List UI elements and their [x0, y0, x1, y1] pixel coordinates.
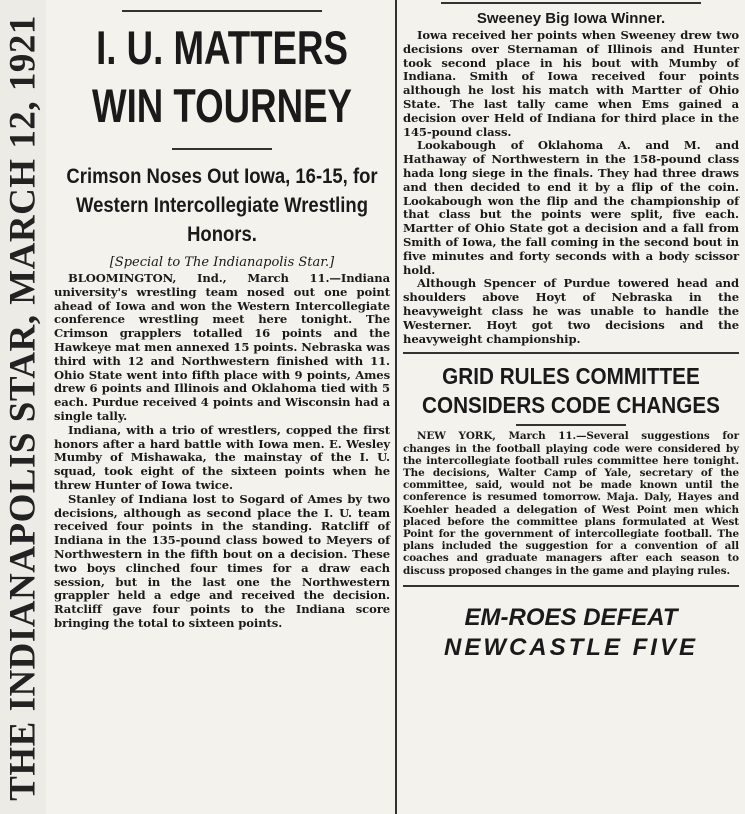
article-paragraph: Stanley of Indiana lost to Sogard of Ames by two decisions, although as second place the I. U. team received four points in the standing. Ratcliff of Indiana in the 135-pound class bowed to Meyers of Northwestern in the fifth bout on a decision. These two boys clinched four times for a draw each session, but in the last one the Northwestern grappler held a edge and received the decision. Ratcliff gave four points to the Indiana score bringing the total to sixteen points. [54, 491, 390, 630]
section-subhead: Sweeney Big Iowa Winner. [476, 10, 666, 27]
headline-line-1: I. U. MATTERS [96, 21, 348, 74]
headline-line-2: WIN TOURNEY [91, 79, 353, 132]
article-paragraph: BLOOMINGTON, Ind., March 11.—Indiana university's wrestling team nosed out one point ahead of Iowa and won the Western Intercollegiate conference wrestling meet here tonight. The Crimson grapplers totalled 16 points and the Hawkeye mat men annexed 15 points. Nebraska was third with 12 and Northwestern finished with 11. Ohio State went into fifth place with 9 points, Ames drew 6 points and Illinois and Oklahoma tied with 5 each. Purdue received 4 points and Wisconsin had a single tally. [54, 271, 390, 423]
subheadline: Crimson Noses Out Iowa, 16-15, for Western Intercollegiate Wrestling Honors. [66, 165, 378, 246]
article-paragraph: Lookabough of Oklahoma A. and M. and Hathaway of Northwestern in the 158-pound class hada long siege in the finals. They had three draws and then decided to end it by a flip of the coin. Lookabough won the flip and the championship of that class but the points were split, five each. Martter of Ohio State got a decision and a fall from Smith of Iowa, the fall coming in the second bout in five minutes and forty seconds with a body scissor hold. [403, 138, 739, 277]
emroes-headline-line-1: EM-ROES DEFEAT [464, 603, 678, 631]
headline-rule-top [122, 10, 322, 12]
grid-headline-line-1: GRID RULES COMMITTEE [442, 363, 700, 390]
article-paragraph: NEW YORK, March 11.—Several suggestions for changes in the football playing code were considered by the intercollegiate football rules committee here tonight. The decisions, Walter Camp of Yale, secretary of the committee, said, would not be made known until the conference is resumed tomorrow. Maja. Daly, Hayes and Koehler headed a delegation of West Point men which placed before the committee plans formulated at West Point for the government of intercollegiate football. The plans included the suggestion for a convention of all coaches and graduate managers after each season to discuss proposed changes in the game and playing rules. [403, 430, 739, 577]
headline-rule-mid [172, 148, 272, 150]
grid-headline-rule [516, 424, 626, 426]
article-paragraph: Indiana, with a trio of wrestlers, copped the first honors after a hard battle with Iowa men. E. Wesley Mumby of Mishawaka, the mainstay of the I. U. squad, took eight of the sixteen points when he threw Hunter of Iowa twice. [54, 422, 390, 492]
section-divider [403, 585, 739, 587]
masthead-date-label: THE INDIANAPOLIS STAR, MARCH 12, 1921 [2, 15, 44, 801]
right-top-rule [441, 2, 701, 4]
emroes-headline-line-2: NEWCASTLE FIVE [443, 633, 698, 661]
wire-credit: [Special to The Indianapolis Star.] [109, 255, 335, 270]
article-paragraph: Iowa received her points when Sweeney drew two decisions over Sternaman of Illinois and Hunter took second place in his bout with Mumby of Indiana. Smith of Iowa received four points although he lost his match with Martter of Ohio State. The last tally came when Ems gained a decision over Held of Indiana for third place in the 145-pound class. [403, 28, 739, 139]
column-rule [395, 0, 397, 814]
section-divider [403, 352, 739, 354]
article-paragraph: Although Spencer of Purdue towered head and shoulders above Hoyt of Nebraska in the heavyweight class he was unable to handle the Westerner. Hoyt got two decisions and the heavyweight championship. [403, 276, 739, 346]
left-article [54, 0, 390, 631]
right-column [403, 0, 739, 663]
margin-strip [0, 0, 46, 814]
grid-headline-line-2: CONSIDERS CODE CHANGES [422, 392, 720, 419]
